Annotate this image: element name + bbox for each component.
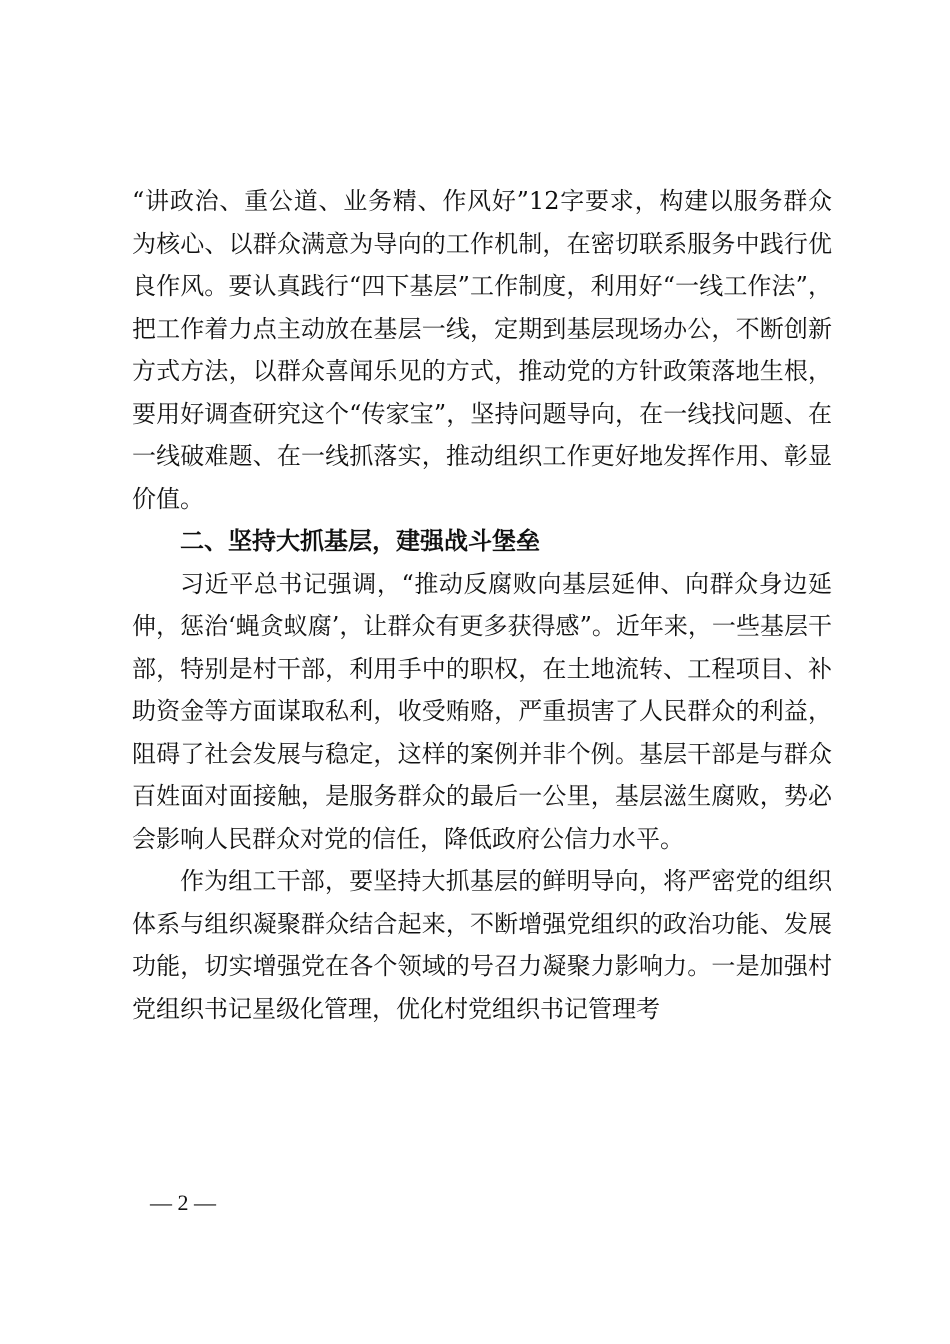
body-paragraph-3: 作为组工干部，要坚持大抓基层的鲜明导向，将严密党的组织体系与组织凝聚群众结合起来，不断增强党组织的政治功能、发展功能，切实增强党在各个领域的号召力凝聚力影响力。一是加强村党组织书记星级化管理，优化村党组织书记管理考 (132, 867, 832, 1023)
body-paragraph-2: 习近平总书记强调，“推动反腐败向基层延伸、向群众身边延伸，惩治‘蝇贪蚁腐’，让群众有更多获得感”。近年来，一些基层干部，特别是村干部，利用手中的职权，在土地流转、工程项目、补助资金等方面谋取私利，收受贿赂，严重损害了人民群众的利益，阻碍了社会发展与稳定，这样的案例并非个例。基层干部是与群众百姓面对面接触，是服务群众的最后一公里，基层滋生腐败，势必会影响人民群众对党的信任，降低政府公信力水平。 (132, 569, 832, 853)
page-number: — 2 — (150, 1190, 216, 1215)
document-body (132, 180, 832, 1030)
section-heading: 二、坚持大抓基层，建强战斗堡垒 (180, 527, 540, 555)
body-paragraph-1: “讲政治、重公道、业务精、作风好”12字要求，构建以服务群众为核心、以群众满意为导向的工作机制，在密切联系服务中践行优良作风。要认真践行“四下基层”工作制度，利用好“一线工作法”，把工作着力点主动放在基层一线，定期到基层现场办公，不断创新方式方法，以群众喜闻乐见的方式，推动党的方针政策落地生根，要用好调查研究这个“传家宝”，坚持问题导向，在一线找问题、在一线破难题、在一线抓落实，推动组织工作更好地发挥作用、彰显价值。 (132, 187, 832, 513)
